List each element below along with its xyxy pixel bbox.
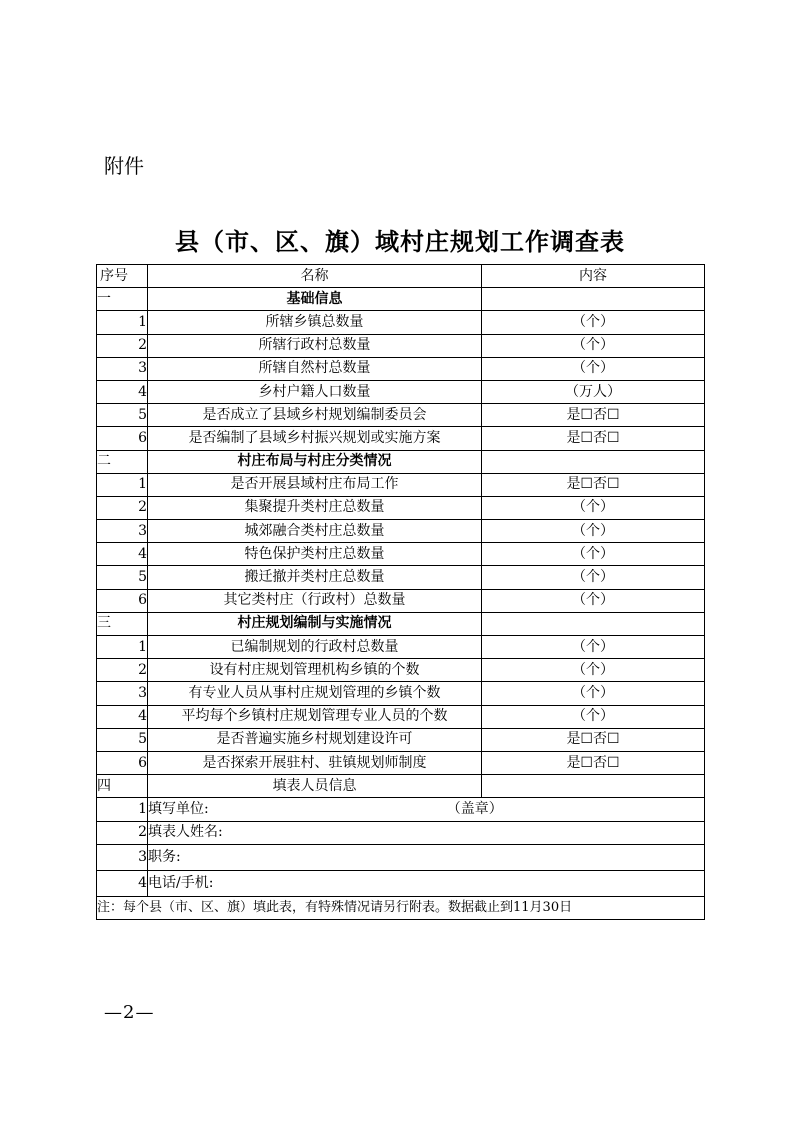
table-row xyxy=(97,427,705,450)
row-number: 4 xyxy=(97,380,148,403)
row-content: （个） xyxy=(482,636,705,659)
row-content: （个） xyxy=(482,659,705,682)
row-content: （个） xyxy=(482,496,705,519)
row-number: 4 xyxy=(97,705,148,728)
section-number: 四 xyxy=(97,775,148,798)
row-content: （个） xyxy=(482,311,705,334)
row-number: 5 xyxy=(97,404,148,427)
table-row xyxy=(97,543,705,566)
row-name: 特色保护类村庄总数量 xyxy=(148,543,482,566)
table-row xyxy=(97,404,705,427)
filler-name-field[interactable] xyxy=(148,821,705,844)
table-row xyxy=(97,473,705,496)
table-row xyxy=(97,844,705,870)
row-number: 5 xyxy=(97,728,148,751)
row-name: 搬迁撤并类村庄总数量 xyxy=(148,566,482,589)
fill-unit-field[interactable] xyxy=(148,798,705,821)
row-name: 是否开展县域村庄布局工作 xyxy=(148,473,482,496)
row-number: 4 xyxy=(97,870,148,896)
survey-table xyxy=(96,264,705,920)
table-row xyxy=(97,682,705,705)
row-number: 6 xyxy=(97,589,148,612)
table-row xyxy=(97,520,705,543)
header-name: 名称 xyxy=(148,265,482,288)
row-content: （万人） xyxy=(482,380,705,403)
row-name: 已编制规划的行政村总数量 xyxy=(148,636,482,659)
row-number: 4 xyxy=(97,543,148,566)
row-name: 有专业人员从事村庄规划管理的乡镇个数 xyxy=(148,682,482,705)
yes-no-checkbox-cell[interactable]: 是☐否☐ xyxy=(482,473,705,496)
table-row xyxy=(97,380,705,403)
filler-name-label: 填表人姓名: xyxy=(148,824,223,841)
row-number: 3 xyxy=(97,520,148,543)
row-number: 2 xyxy=(97,334,148,357)
table-row xyxy=(97,870,705,896)
row-number: 2 xyxy=(97,821,148,844)
section-number: 二 xyxy=(97,450,148,473)
row-name: 其它类村庄（行政村）总数量 xyxy=(148,589,482,612)
row-content: （个） xyxy=(482,357,705,380)
section-name: 村庄布局与村庄分类情况 xyxy=(148,450,482,473)
row-name: 乡村户籍人口数量 xyxy=(148,380,482,403)
table-row xyxy=(97,705,705,728)
row-number: 2 xyxy=(97,659,148,682)
row-name: 是否成立了县域乡村规划编制委员会 xyxy=(148,404,482,427)
section-name: 基础信息 xyxy=(148,288,482,311)
section-name: 填表人员信息 xyxy=(148,775,482,798)
row-name: 所辖行政村总数量 xyxy=(148,334,482,357)
table-row xyxy=(97,751,705,774)
section-number: 一 xyxy=(97,288,148,311)
table-row xyxy=(97,636,705,659)
row-content: （个） xyxy=(482,705,705,728)
row-name: 是否编制了县域乡村振兴规划或实施方案 xyxy=(148,427,482,450)
yes-no-checkbox-cell[interactable]: 是☐否☐ xyxy=(482,427,705,450)
row-name: 所辖自然村总数量 xyxy=(148,357,482,380)
table-row xyxy=(97,798,705,821)
section-name: 村庄规划编制与实施情况 xyxy=(148,612,482,635)
section-number: 三 xyxy=(97,612,148,635)
table-header-row xyxy=(97,265,705,288)
row-name: 是否普遍实施乡村规划建设许可 xyxy=(148,728,482,751)
fill-unit-label: 填写单位: xyxy=(148,800,209,817)
row-name: 集聚提升类村庄总数量 xyxy=(148,496,482,519)
attachment-label: 附件 xyxy=(104,154,144,178)
row-name: 城郊融合类村庄总数量 xyxy=(148,520,482,543)
phone-label: 电话/手机: xyxy=(148,874,214,891)
table-row xyxy=(97,496,705,519)
row-number: 3 xyxy=(97,682,148,705)
table-row xyxy=(97,357,705,380)
yes-no-checkbox-cell[interactable]: 是☐否☐ xyxy=(482,404,705,427)
note-row xyxy=(97,896,705,919)
row-content: （个） xyxy=(482,520,705,543)
row-number: 1 xyxy=(97,798,148,821)
row-number: 1 xyxy=(97,311,148,334)
row-content: （个） xyxy=(482,682,705,705)
header-content: 内容 xyxy=(482,265,705,288)
table-row xyxy=(97,334,705,357)
yes-no-checkbox-cell[interactable]: 是☐否☐ xyxy=(482,728,705,751)
row-content: （个） xyxy=(482,543,705,566)
header-seq: 序号 xyxy=(97,265,148,288)
row-number: 6 xyxy=(97,427,148,450)
row-name: 是否探索开展驻村、驻镇规划师制度 xyxy=(148,751,482,774)
page-title: 县（市、区、旗）域村庄规划工作调查表 xyxy=(175,227,625,256)
row-number: 2 xyxy=(97,496,148,519)
position-field[interactable] xyxy=(148,844,705,870)
seal-note: （盖章） xyxy=(446,800,503,817)
table-row xyxy=(97,821,705,844)
table-row xyxy=(97,311,705,334)
row-name: 平均每个乡镇村庄规划管理专业人员的个数 xyxy=(148,705,482,728)
row-number: 3 xyxy=(97,357,148,380)
row-content: （个） xyxy=(482,589,705,612)
row-number: 3 xyxy=(97,844,148,870)
table-row xyxy=(97,589,705,612)
phone-field[interactable] xyxy=(148,870,705,896)
row-name: 所辖乡镇总数量 xyxy=(148,311,482,334)
row-name: 设有村庄规划管理机构乡镇的个数 xyxy=(148,659,482,682)
section-content xyxy=(482,612,705,635)
row-number: 1 xyxy=(97,636,148,659)
section-content xyxy=(482,450,705,473)
section-row xyxy=(97,775,705,798)
row-number: 6 xyxy=(97,751,148,774)
row-content: （个） xyxy=(482,566,705,589)
page-number: —2— xyxy=(104,1002,155,1023)
table-row xyxy=(97,659,705,682)
row-content: （个） xyxy=(482,334,705,357)
row-number: 1 xyxy=(97,473,148,496)
section-row xyxy=(97,450,705,473)
row-number: 5 xyxy=(97,566,148,589)
section-content xyxy=(482,288,705,311)
position-label: 职务: xyxy=(148,848,181,865)
table-row xyxy=(97,566,705,589)
yes-no-checkbox-cell[interactable]: 是☐否☐ xyxy=(482,751,705,774)
section-row xyxy=(97,288,705,311)
table-note: 注：每个县（市、区、旗）填此表，有特殊情况请另行附表。数据截止到11月30日 xyxy=(97,896,705,919)
section-content xyxy=(482,775,705,798)
section-row xyxy=(97,612,705,635)
table-row xyxy=(97,728,705,751)
